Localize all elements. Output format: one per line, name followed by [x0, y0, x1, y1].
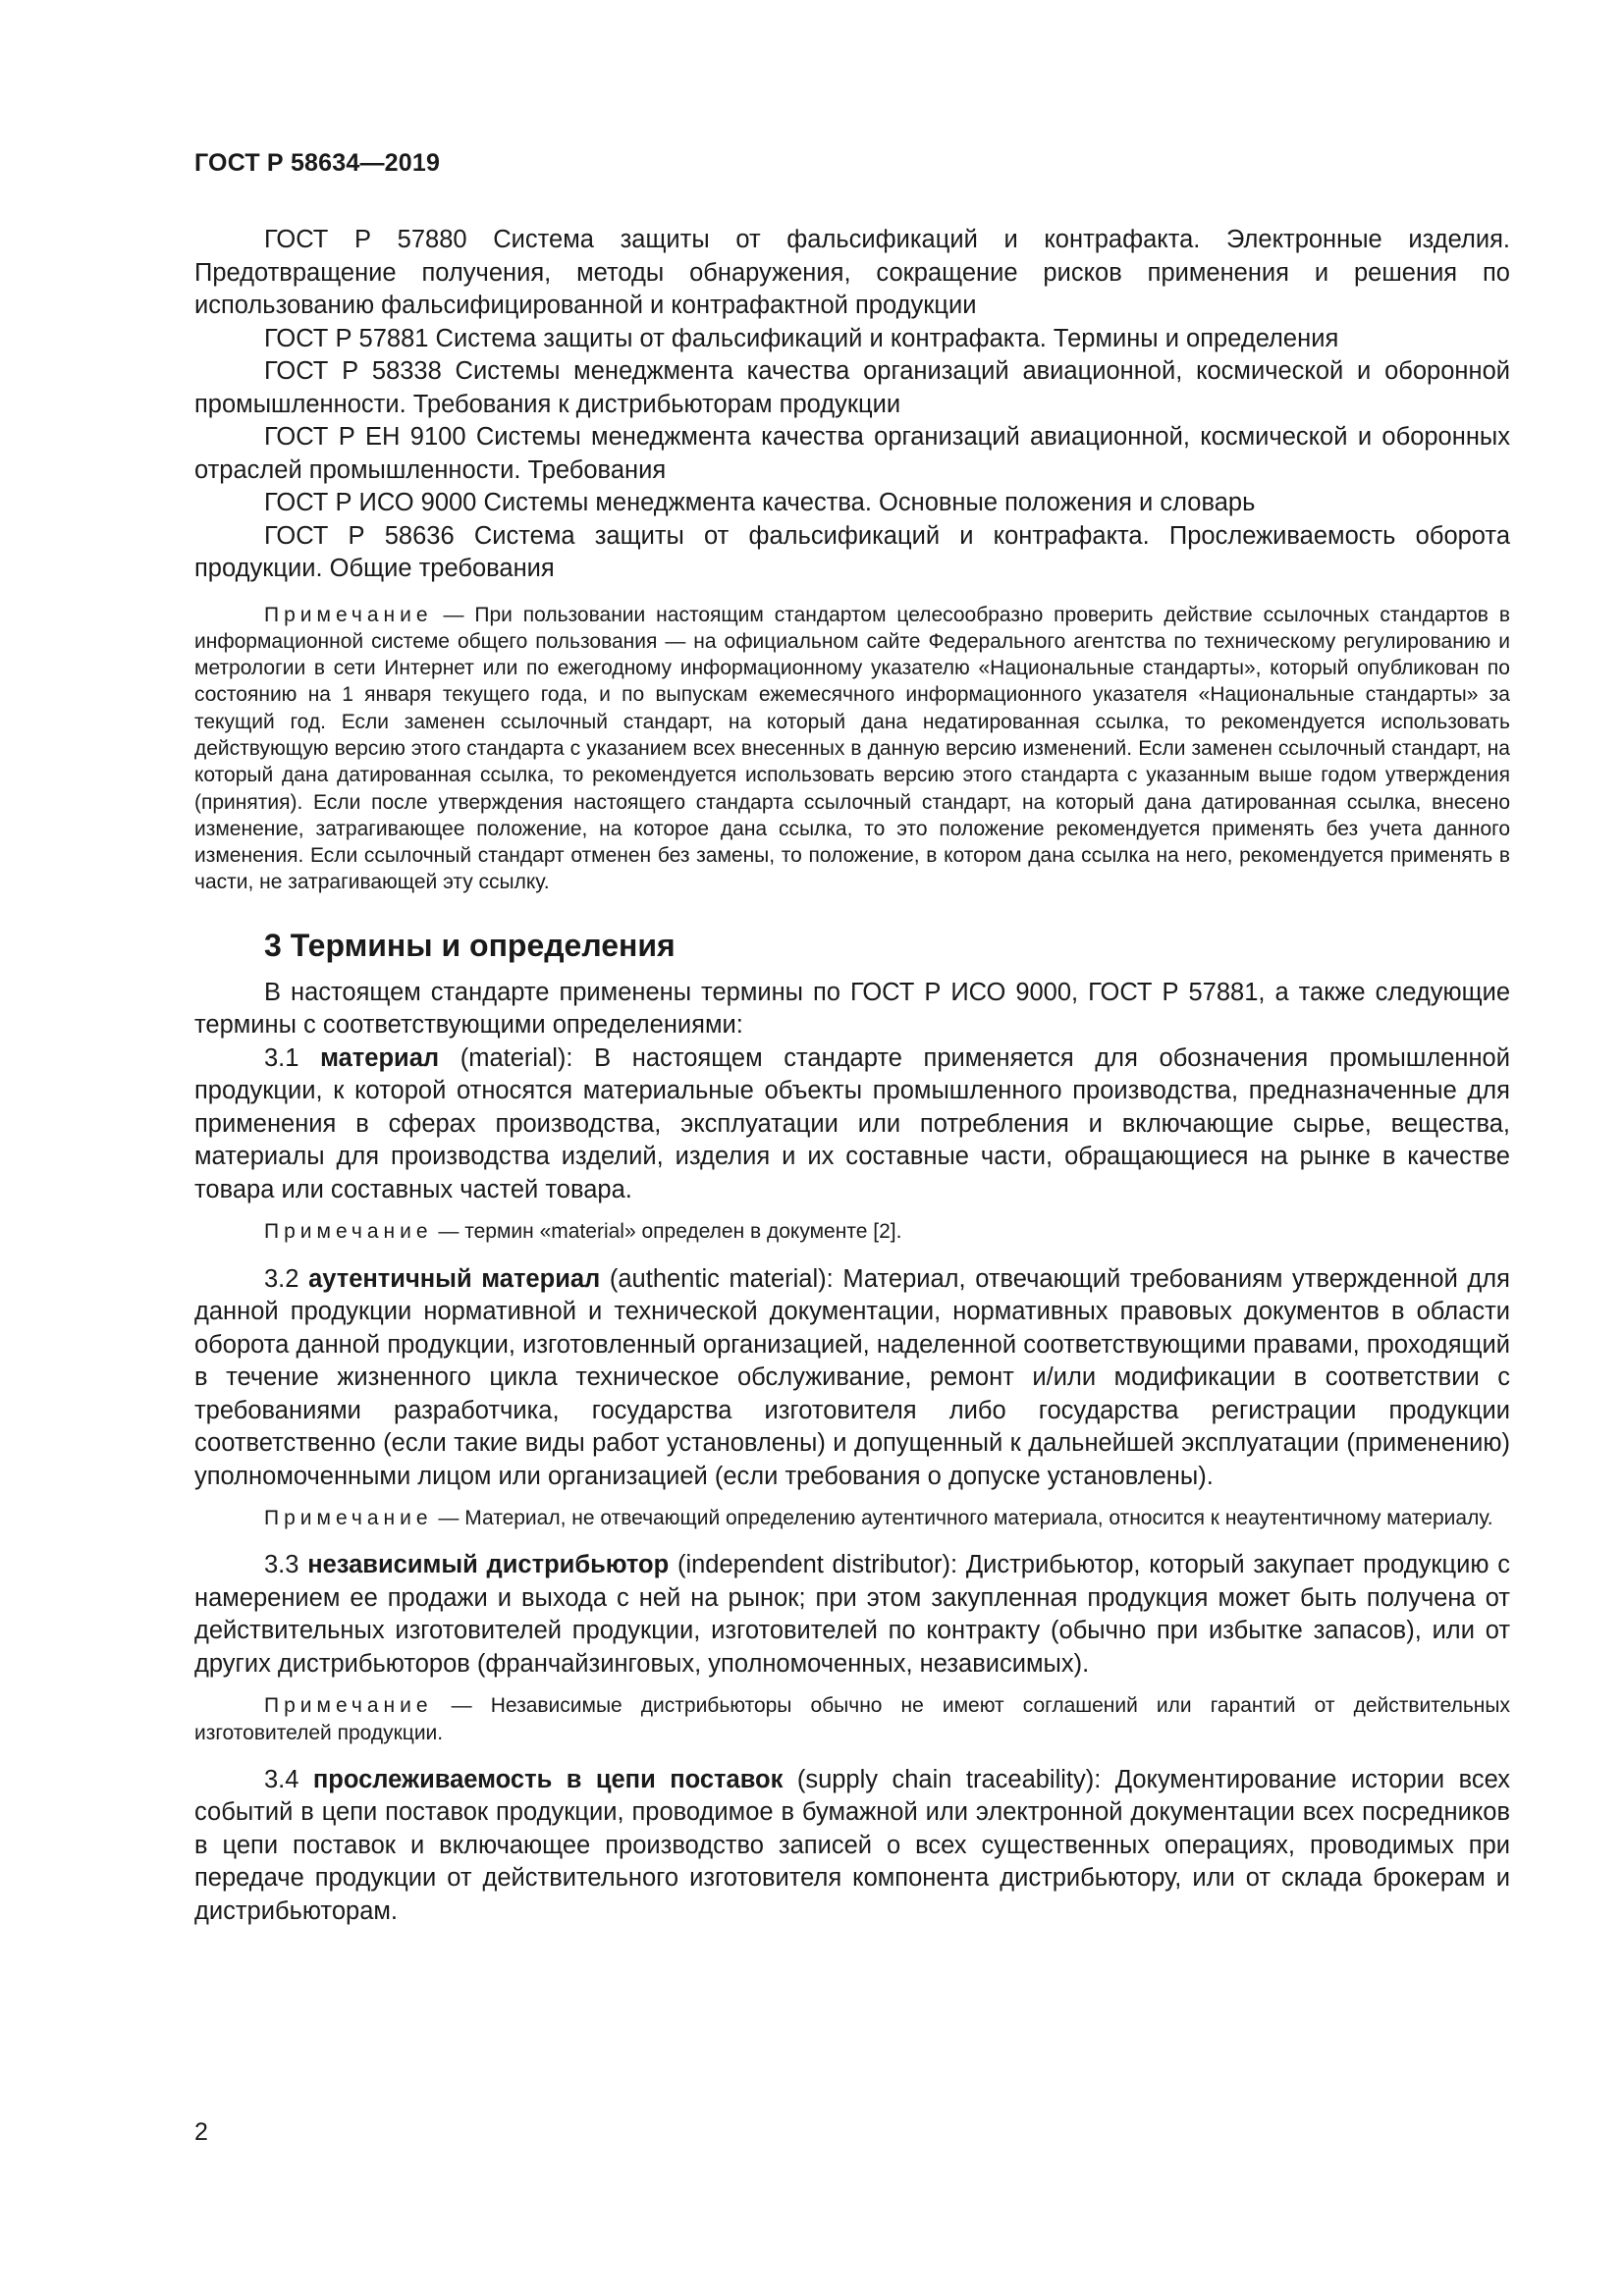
document-body	[194, 224, 1510, 1928]
term-note	[194, 1505, 1510, 1531]
term-note-text: — Материал, не отвечающий определению аутентичного материала, относится к неаутентичному материалу.	[438, 1507, 1493, 1530]
reference-item: ГОСТ Р ИСО 9000 Системы менеджмента качества. Основные положения и словарь	[264, 489, 1256, 516]
term-number: 3.3	[264, 1551, 299, 1579]
term-note-text: — термин «material» определен в документе [2].	[438, 1220, 902, 1244]
term-note	[194, 1218, 1510, 1245]
reference-note-text: — При пользовании настоящим стандартом целесообразно проверить действие ссылочных стандартов в информационной системе общего пользования — на официальном сайте Федерального агентства по техническому регулированию и метрологии в сети Интернет или по ежегодному информационному указателю «Национальные стандарты», который опубликован по состоянию на 1 января текущего года, и по выпускам ежемесячного информационного указателя «Национальные стандарты» за текущий год. Если заменен ссылочный стандарт, на который дана недатированная ссылка, то рекомендуется использовать действующую версию этого стандарта с указанием всех внесенных в данную версию изменений. Если заменен ссылочный стандарт, на который дана датированная ссылка, то рекомендуется использовать версию этого стандарта с указанным выше годом утверждения (принятия). Если после утверждения настоящего стандарта ссылочный стандарт, на который дана датированная ссылка, внесено изменение, затрагивающее положение, на которое дана ссылка, то это положение рекомендуется применять без учета данного изменения. Если ссылочный стандарт отменен без замены, то положение, в котором дана ссылка на него, рекомендуется применять в части, не затрагивающей эту ссылку.	[194, 603, 1510, 894]
term-definition: (authentic material): Материал, отвечающий требованиям утвержденной для данной продукции нормативной и технической документации, нормативных правовых документов в области оборота данной продукции, изготовленный организацией, наделенной соответствующими правами, проходящий в течение жизненного цикла техническое обслуживание, ремонт и/или модификации в соответствии с требованиями разработчика, государства изготовителя либо государства регистрации продукции соответственно (если такие виды работ установлены) и допущенный к дальнейшей эксплуатации (применению) уполномоченными лицом или организацией (если требования о допуске установлены).	[194, 1264, 1510, 1490]
term-entry	[194, 1549, 1510, 1681]
reference-item: ГОСТ Р ЕН 9100 Системы менеджмента качества организаций авиационной, космической и оборонных отраслей промышленности. Требования	[194, 423, 1510, 484]
term-entry	[194, 1764, 1510, 1929]
term-definition: (supply chain traceability): Документирование истории всех событий в цепи поставок продукции, проводимое в бумажной или электронной документации всех посредников в цепи поставок и включающее производство записей о всех существенных операциях, проводимых при передаче продукции от действительного изготовителя компонента дистрибьютору, или от склада брокерам и дистрибьюторам.	[194, 1765, 1510, 1925]
term-definition: (material): В настоящем стандарте применяется для обозначения промышленной продукции, к которой относятся материальные объекты промышленного производства, предназначенные для применения в сферах производства, эксплуатации или потребления и включающие сырье, вещества, материалы для производства изделий, изделия и их составные части, обращающиеся на рынке в качестве товара или составных частей товара.	[194, 1043, 1510, 1203]
term-number: 3.2	[264, 1264, 299, 1293]
document-header: ГОСТ Р 58634—2019	[194, 149, 441, 177]
reference-item: ГОСТ Р 57880 Система защиты от фальсификаций и контрафакта. Электронные изделия. Предотвращение получения, методы обнаружения, сокращение рисков применения и решения по использованию фальсифицированной и контрафактной продукции	[194, 226, 1510, 319]
term-name: материал	[320, 1043, 440, 1072]
term-entry	[194, 1042, 1510, 1207]
term-entry	[194, 1263, 1510, 1494]
section-heading: 3 Термины и определения	[264, 927, 676, 963]
term-name: независимый дистрибьютор	[307, 1551, 670, 1579]
section-intro: В настоящем стандарте применены термины по ГОСТ Р ИСО 9000, ГОСТ Р 57881, а также следующие термины с соответствующими определениями:	[194, 978, 1510, 1040]
note-label: Примечание	[264, 603, 433, 626]
reference-note	[194, 602, 1510, 896]
term-note-text: — Независимые дистрибьюторы обычно не имеют соглашений или гарантий от действительных изготовителей продукции.	[194, 1694, 1510, 1744]
term-name: прослеживаемость в цепи поставок	[312, 1765, 784, 1793]
reference-item: ГОСТ Р 58636 Система защиты от фальсификаций и контрафакта. Прослеживаемость оборота продукции. Общие требования	[194, 521, 1510, 582]
note-label: Примечание	[264, 1220, 433, 1244]
note-label: Примечание	[264, 1694, 433, 1718]
page-number: 2	[194, 2118, 208, 2146]
term-number: 3.4	[264, 1765, 299, 1793]
term-definition: (independent distributor): Дистрибьютор, который закупает продукцию с намерением ее продажи и выхода с ней на рынок; при этом закупленная продукция может быть получена от действительных изготовителей продукции, изготовителей по контракту (обычно при избытке запасов), или от других дистрибьюторов (франчайзинговых, уполномоченных, независимых).	[194, 1551, 1510, 1678]
note-label: Примечание	[264, 1507, 433, 1530]
term-note	[194, 1692, 1510, 1746]
term-number: 3.1	[264, 1043, 299, 1072]
term-name: аутентичный материал	[308, 1264, 601, 1293]
reference-item: ГОСТ Р 58338 Системы менеджмента качества организаций авиационной, космической и оборонной промышленности. Требования к дистрибьюторам продукции	[194, 357, 1510, 418]
reference-item: ГОСТ Р 57881 Система защиты от фальсификаций и контрафакта. Термины и определения	[264, 324, 1339, 352]
